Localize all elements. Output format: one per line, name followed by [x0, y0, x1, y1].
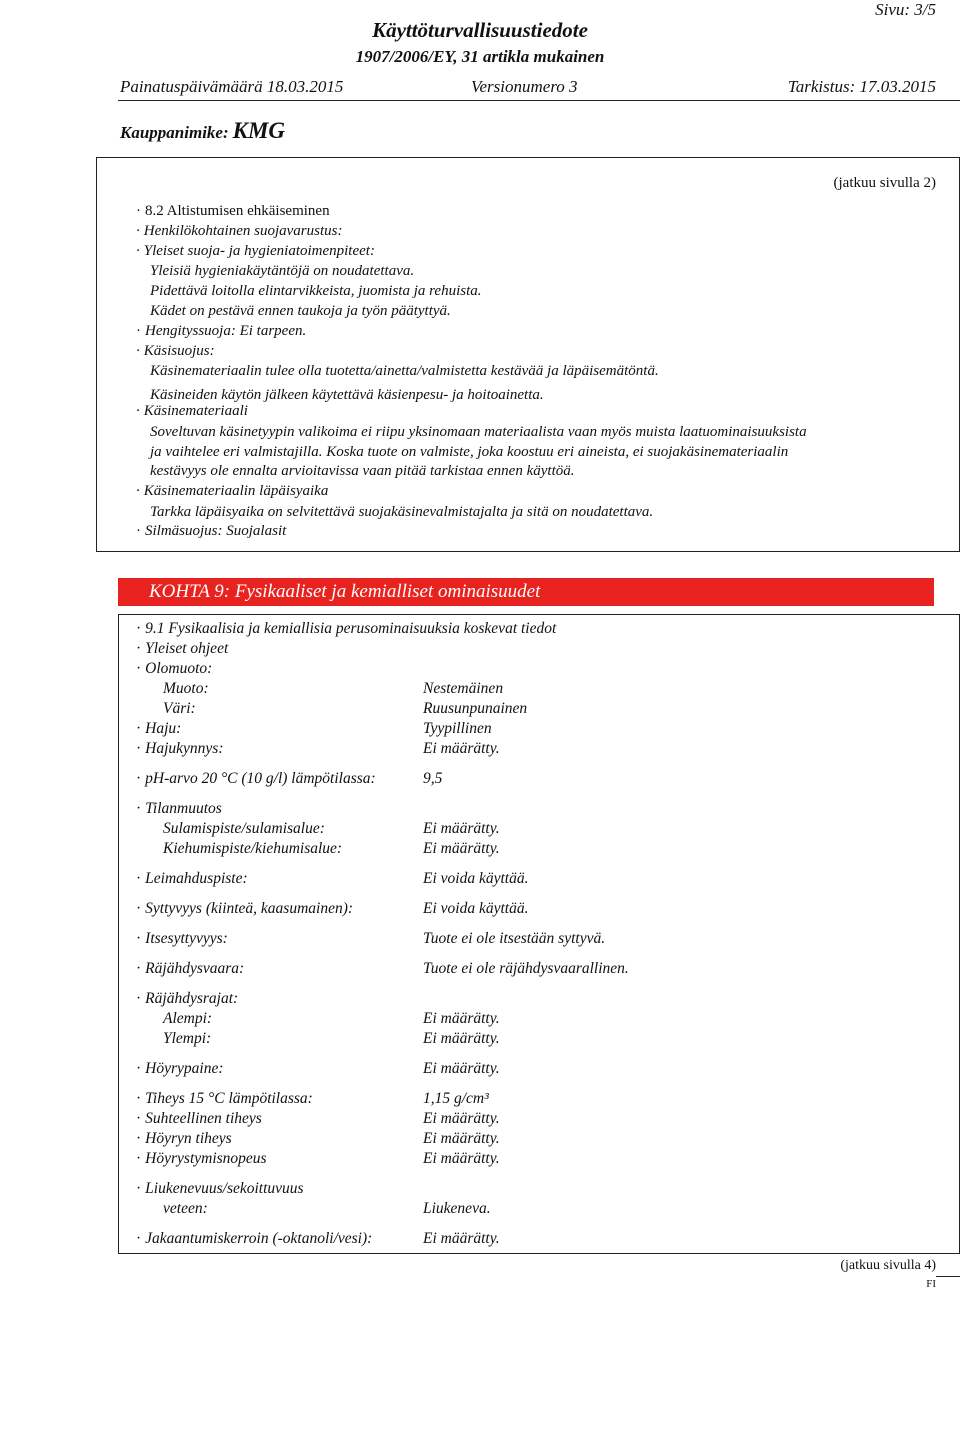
continued-to: (jatkuu sivulla 4) [840, 1258, 936, 1273]
version-number: Versionumero 3 [471, 77, 578, 96]
respiratory-protection: · Hengityssuoja: Ei tarpeen. [136, 323, 307, 339]
page-number: Sivu: 3/5 [875, 0, 936, 19]
section-9-title-bar [118, 578, 934, 606]
continued-from: (jatkuu sivulla 2) [833, 175, 936, 191]
glove-material-text-1: Soveltuvan käsinetyypin valikoima ei riipu yksinomaan materiaalista vaan myös muista laatuominaisuuksista [150, 424, 807, 440]
hand-protection: · Käsisuojus: [136, 343, 215, 359]
footer-divider [936, 1276, 960, 1277]
trade-name-label: Kauppanimike: [120, 123, 229, 142]
hygiene-measures: · Yleiset suoja- ja hygieniatoimenpiteet: [136, 243, 375, 259]
hygiene-text-2: Pidettävä loitolla elintarvikkeista, juomista ja rehuista. [150, 283, 482, 299]
eye-protection: · Silmäsuojus: Suojalasit [136, 523, 287, 539]
state-change: · Tilanmuutos [136, 800, 222, 817]
general-info: · Yleiset ohjeet [136, 640, 229, 657]
explosion-limits: · Räjähdysrajat: [136, 990, 239, 1007]
solubility: · Liukenevuus/sekoittuvuus [136, 1180, 304, 1197]
trade-name [120, 118, 285, 144]
hand-protection-text-1: Käsinemateriaalin tulee olla tuotetta/ainetta/valmistetta kestävää ja läpäisemätöntä. [150, 363, 659, 379]
glove-material-text-3: kestävyys ole ennalta arvioitavissa vaan pitää tarkistaa ennen käyttöä. [150, 463, 575, 479]
language-code: FI [926, 1278, 936, 1290]
glove-material-text-2: ja vaihtelee eri valmistajilla. Koska tuote on valmiste, joka koostuu eri aineista, ei suojakäsinemateriaalin [150, 444, 789, 460]
section-9-1-heading: · 9.1 Fysikaalisia ja kemiallisia perusominaisuuksia koskevat tiedot [136, 620, 557, 637]
personal-protection: · Henkilökohtainen suojavarustus: [136, 223, 343, 239]
revision-date: Tarkistus: 17.03.2015 [787, 77, 936, 96]
document-title: Käyttöturvallisuustiedote [372, 18, 588, 42]
glove-material: · Käsinemateriaali [136, 403, 248, 419]
trade-name-value: KMG [232, 118, 286, 143]
print-date: Painatuspäivämäärä 18.03.2015 [120, 77, 344, 96]
section-9-title: KOHTA 9: Fysikaaliset ja kemialliset ominaisuudet [149, 581, 541, 602]
document-subtitle: 1907/2006/EY, 31 artikla mukainen [355, 47, 605, 66]
glove-penetration-text: Tarkka läpäisyaika on selvitettävä suojakäsinevalmistajalta ja sitä on noudatettava. [150, 504, 654, 520]
hygiene-text-1: Yleisiä hygieniakäytäntöjä on noudatettava. [150, 263, 415, 279]
section-8-2-heading: · 8.2 Altistumisen ehkäiseminen [136, 203, 330, 219]
appearance: · Olomuoto: [136, 660, 213, 677]
hygiene-text-3: Kädet on pestävä ennen taukoja ja työn päätyttyä. [150, 303, 451, 319]
hand-protection-text-2: Käsineiden käytön jälkeen käytettävä käsienpesu- ja hoitoainetta. [150, 387, 544, 403]
glove-penetration-time: · Käsinemateriaalin läpäisyaika [136, 483, 329, 499]
header-divider [118, 100, 960, 101]
